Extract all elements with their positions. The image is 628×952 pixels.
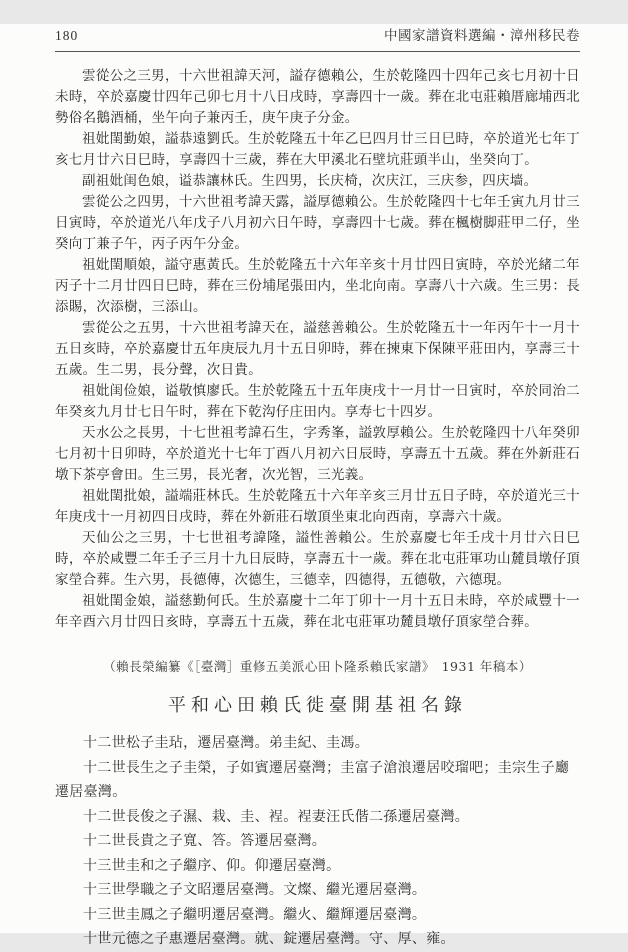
source-citation: （賴長榮編纂《［臺灣］重修五美派心田卜隆系賴氏家譜》 1931 年稿本） [103,659,532,674]
name-list-entry: 十二世長貴之子寬、答。答遷居臺灣。 [83,833,327,849]
body-paragraph: 祖妣閨勤娘，謚恭遠劉氏。生於乾隆五十年乙巳四月廿三日巳時，卒於道光七年丁亥七月廿六日巳時，享壽四十三歲，葬在大甲溪北石壁坑莊頭半山，坐癸向丁。 [55,131,580,167]
running-head [55,24,580,52]
body-paragraph: 雲從公之五男，十六世祖考諱天在，謚慈善賴公。生於乾隆五十一年丙午十一月十五日亥時，卒於嘉慶廿五年庚辰九月十五日卯時，葬在揀東下保陳平莊田内，享壽三十五歲。生二男，長分聲，次日貴。 [55,320,580,377]
body-paragraph: 祖妣閨批娘，謚端莊林氏。生於乾隆五十六年辛亥三月廿五日子時，卒於道光三十年庚戌十一月初四日戌時，葬在外新莊石墩頂坐東北向西南，享壽六十歲。 [55,488,580,524]
book-running-title: 中國家譜資料選編・漳州移民卷 [384,28,580,43]
scanned-book-page [0,24,628,947]
name-list-entry: 十二世長生之子圭榮，子如賓遷居臺灣；圭富子滄浪遷居咬瑠吧；圭宗生子廳遷居臺灣。 [55,759,570,800]
name-list-entry: 十三世學職之子文昭遷居臺灣。文燦、繼光遷居臺灣。 [83,882,427,898]
genealogy-body-text [55,65,580,632]
body-paragraph: 副祖妣闺色娘，谥恭讓林氏。生四男，长庆椅，次庆江，三庆参，四庆墙。 [82,173,538,188]
body-paragraph: 祖妣閨順娘，謚守惠黃氏。生於乾隆五十六年辛亥十月廿四日寅時，卒於光緒二年丙子十二月廿四日巳時，葬在三份埔尾張田内，坐北向南。享壽八十六歲。生三男：長添賜，次添樹，三添山。 [55,257,580,314]
page-number: 180 [55,28,79,43]
section-title: 平和心田賴氏徙臺開基祖名錄 [168,695,467,716]
name-list-entry: 十二世長俊之子濕、栽、圭、裎。裎妻汪氏偕二孫遷居臺灣。 [83,808,470,825]
body-paragraph: 雲從公之三男，十六世祖諱天河，謚存德賴公，生於乾隆四十四年己亥七月初十日未時，卒於嘉慶廿四年己卯七月十八日戌時，享壽四十一歲。葬在北屯莊賴厝廊埔西北勢俗名鵝酒桶，坐午向子兼丙壬，庚午庚子分金。 [55,68,580,125]
body-paragraph: 雲從公之四男，十六世祖考諱天露，謚厚德賴公。生於乾隆四十七年壬寅九月廿三日寅時，卒於道光八年戊子八月初六日午時，享壽四十七歲。葬在楓樹脚莊甲二仔，坐癸向丁兼子午，丙子丙午分金。 [55,194,580,251]
name-list-entry: 十三世圭鳳之子繼明遷居臺灣。繼火、繼輝遷居臺灣。 [83,906,427,923]
migration-name-list [55,731,580,952]
name-list-entry: 十三世圭和之子繼序、仰。仰遷居臺灣。 [83,857,341,874]
name-list-entry: 十世元德之子惠遷居臺灣。就、錠遷居臺灣。守、厚、雍。 [83,931,455,947]
body-paragraph: 祖妣閨金娘，謚慈勤何氏。生於嘉慶十二年丁卯十一月十五日未時，卒於咸豐十一年辛酉六月廿四日亥時，享壽五十五歲，葬在北屯莊軍功麓員墩仔頂家塋合葬。 [55,593,580,629]
name-list-entry: 十二世松子圭玷，遷居臺灣。弟圭紀、圭馮。 [83,735,369,751]
body-paragraph: 天仙公之三男，十七世祖考諱隆，謚性善賴公。生於嘉慶七年壬戌十月廿六日巳時，卒於咸豐二年壬子三月十九日辰時，享壽五十一歲。葬在北屯莊軍功山麓員墩仔頂家塋合葬。生六男，長德傳，次德生，三德幸，四德得，五德敬，六德現。 [55,530,580,587]
body-paragraph: 祖妣闺俭娘，谥敬慎廖氏。生於乾隆五十五年庚戌十一月廿一日寅时，卒於同治二年癸亥九月廿七日午时，葬在下乾沟仔庄田内。享寿七十四岁。 [55,383,580,419]
body-paragraph: 天水公之長男，十七世祖考諱石生，字秀峯，謚敦厚賴公。生於乾隆四十八年癸卯七月初十日卯時，卒於道光十七年丁酉八月初六日辰時，享壽五十五歲。葬在外新莊石墩下茶亭會田。生三男，長光奢，次光智，三光義。 [55,425,580,482]
